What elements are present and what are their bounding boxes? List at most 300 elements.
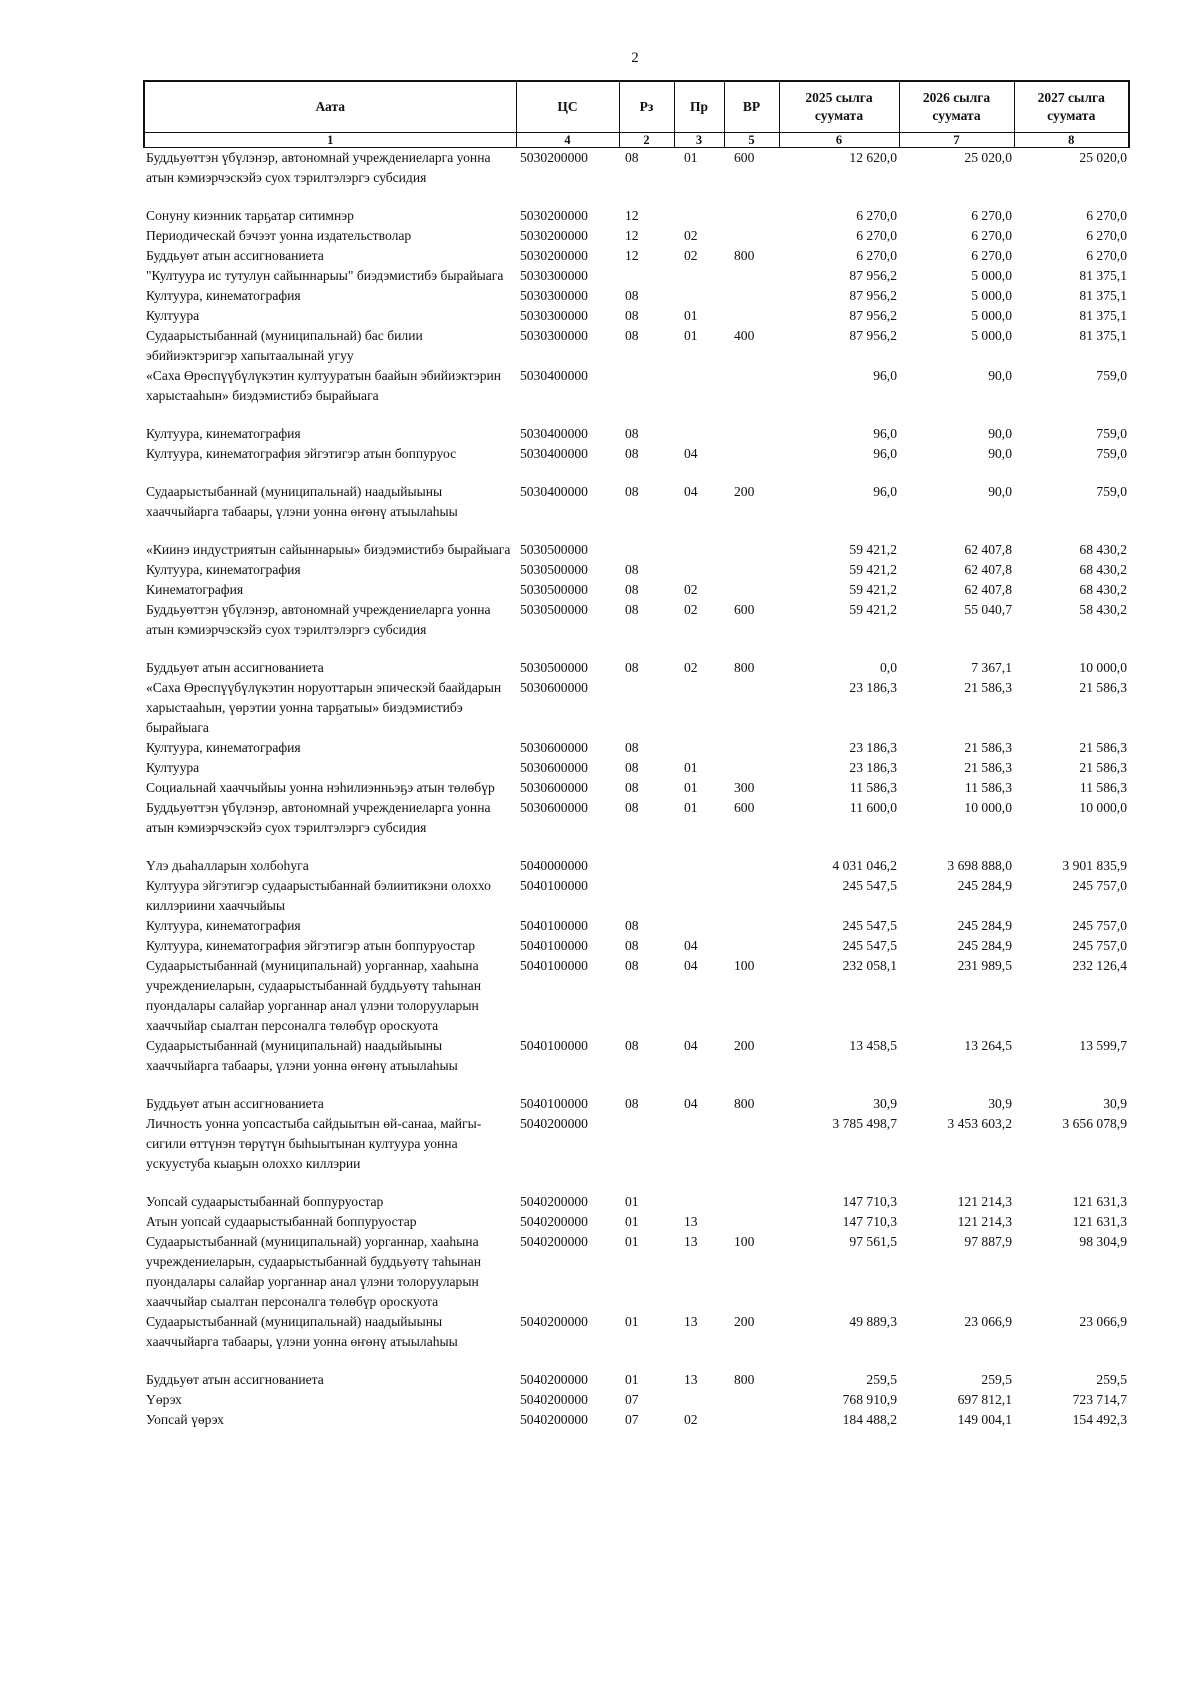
- cell-vr: 200: [734, 1314, 755, 1329]
- cell-name: Атын уопсай судаарыстыбаннай боппуруостар: [146, 1214, 417, 1229]
- cell-pr: 13: [684, 1372, 698, 1387]
- cell-name: Буддьуөттэн үбүлэнэр, автономнай учреждениеларга уонна атын кэмиэрчэскэйэ суох тэрилтэлэргэ субсидия: [146, 800, 491, 835]
- cell-pr: 04: [684, 484, 698, 499]
- cell-rz: 08: [625, 308, 639, 323]
- cell-2027: 10 000,0: [1079, 660, 1127, 675]
- cell-2026: 697 812,1: [957, 1392, 1012, 1407]
- table-row: [144, 658, 1129, 678]
- table-row: [144, 366, 1129, 424]
- cell-2025: 96,0: [873, 484, 897, 499]
- cell-name: Уопсай үөрэх: [146, 1412, 224, 1427]
- cell-pr: [674, 366, 724, 424]
- cell-cs: 5030200000: [520, 150, 588, 165]
- cell-cs: 5040200000: [520, 1214, 588, 1229]
- cell-vr: 600: [734, 602, 755, 617]
- cell-pr: [674, 1114, 724, 1192]
- cell-pr: [674, 286, 724, 306]
- cell-vr: [724, 226, 779, 246]
- cell-2027: 81 375,1: [1079, 328, 1127, 343]
- cell-vr: 200: [734, 1038, 755, 1053]
- cell-2026: 13 264,5: [964, 1038, 1012, 1053]
- page-number: 2: [631, 50, 639, 66]
- cell-name: Култуура, кинематография: [146, 562, 301, 577]
- cell-cs: 5030500000: [520, 542, 588, 557]
- cell-rz: 08: [625, 800, 639, 815]
- cell-rz: 08: [625, 446, 639, 461]
- cell-pr: 04: [684, 938, 698, 953]
- cell-2025: 23 186,3: [849, 760, 897, 775]
- table-row: [144, 482, 1129, 540]
- cell-vr: 600: [734, 150, 755, 165]
- cell-pr: 13: [684, 1214, 698, 1229]
- table-row: [144, 856, 1129, 876]
- table-row: [144, 560, 1129, 580]
- cell-rz: 08: [625, 780, 639, 795]
- header-rz: Рз: [619, 81, 674, 133]
- cell-rz: 08: [625, 288, 639, 303]
- cell-2027: 21 586,3: [1079, 760, 1127, 775]
- cell-cs: 5030600000: [520, 740, 588, 755]
- cell-2025: 97 561,5: [849, 1234, 897, 1249]
- cell-2025: 6 270,0: [856, 228, 897, 243]
- column-index: 6: [779, 133, 899, 148]
- cell-2026: 259,5: [981, 1372, 1012, 1387]
- header-2026: 2026 сылга суумата: [899, 81, 1014, 133]
- cell-cs: 5030400000: [520, 484, 588, 499]
- cell-2026: 62 407,8: [964, 562, 1012, 577]
- cell-2027: 6 270,0: [1086, 248, 1127, 263]
- cell-name: Судаарыстыбаннай (муниципальнай) наадыйыыны хааччыйарга табаары, үлэни уонна өҥөнү атыылаһыы: [146, 1038, 458, 1073]
- cell-name: "Култуура ис тутулун сайыннарыы" биэдэмистибэ бырайыага: [146, 268, 504, 283]
- cell-rz: 08: [625, 660, 639, 675]
- cell-vr: 800: [734, 1372, 755, 1387]
- table-row: [144, 326, 1129, 366]
- cell-name: Култуура, кинематография эйгэтигэр атын боппуруостар: [146, 938, 476, 953]
- cell-rz: [619, 540, 674, 560]
- cell-name: Судаарыстыбаннай (муниципальнай) бас билии эбийиэктэригэр хапытаалынай угуу: [146, 328, 423, 363]
- cell-2025: 87 956,2: [849, 308, 897, 323]
- column-index: 2: [619, 133, 674, 148]
- cell-vr: 400: [734, 328, 755, 343]
- cell-2027: 759,0: [1096, 484, 1127, 499]
- cell-name: Култуура: [146, 760, 200, 775]
- table-row: [144, 916, 1129, 936]
- cell-rz: 07: [625, 1392, 639, 1407]
- cell-name: Буддьуөт атын ассигнованиета: [146, 660, 324, 675]
- cell-cs: 5030300000: [520, 328, 588, 343]
- cell-cs: 5030600000: [520, 780, 588, 795]
- cell-rz: 12: [625, 208, 639, 223]
- cell-rz: 08: [625, 562, 639, 577]
- cell-pr: 13: [684, 1314, 698, 1329]
- cell-2027: 3 901 835,9: [1062, 858, 1127, 873]
- table-row: [144, 678, 1129, 738]
- cell-name: Уопсай судаарыстыбаннай боппуруостар: [146, 1194, 384, 1209]
- cell-vr: 800: [734, 248, 755, 263]
- cell-pr: [674, 876, 724, 916]
- table-row: [144, 758, 1129, 778]
- cell-vr: [724, 738, 779, 758]
- cell-name: Периодическай бэчээт уонна издательстволар: [146, 228, 412, 243]
- cell-2027: 13 599,7: [1079, 1038, 1127, 1053]
- column-index: 5: [724, 133, 779, 148]
- cell-cs: 5030400000: [520, 368, 588, 383]
- cell-pr: [674, 560, 724, 580]
- column-index: 8: [1014, 133, 1129, 148]
- cell-2026: 6 270,0: [971, 208, 1012, 223]
- cell-2027: 6 270,0: [1086, 228, 1127, 243]
- cell-name: «Саха Өрөспүүбүлүкэтин норуоттарын эпическэй баайдарын харыстааһын, үөрэтии уонна тарҕатыы» биэдэмистибэ бырайыага: [146, 680, 502, 735]
- table-row: [144, 1312, 1129, 1370]
- cell-cs: 5030300000: [520, 308, 588, 323]
- cell-2027: 154 492,3: [1072, 1412, 1127, 1427]
- cell-2027: 121 631,3: [1072, 1194, 1127, 1209]
- cell-cs: 5040100000: [520, 938, 588, 953]
- cell-cs: 5030500000: [520, 602, 588, 617]
- cell-vr: [724, 1410, 779, 1430]
- cell-2025: 4 031 046,2: [832, 858, 897, 873]
- cell-2027: 21 586,3: [1079, 740, 1127, 755]
- cell-vr: [724, 876, 779, 916]
- header-vr: ВР: [724, 81, 779, 133]
- cell-rz: 08: [625, 958, 639, 973]
- cell-rz: 08: [625, 760, 639, 775]
- cell-cs: 5040100000: [520, 878, 588, 893]
- cell-cs: 5030500000: [520, 660, 588, 675]
- cell-2026: 11 586,3: [964, 780, 1012, 795]
- cell-cs: 5030500000: [520, 582, 588, 597]
- cell-2027: 81 375,1: [1079, 308, 1127, 323]
- table-row: [144, 424, 1129, 444]
- table-row: [144, 306, 1129, 326]
- cell-rz: 08: [625, 426, 639, 441]
- cell-2026: 6 270,0: [971, 228, 1012, 243]
- cell-pr: [674, 266, 724, 286]
- cell-name: «Саха Өрөспүүбүлүкэтин култууратын баайын эбийиэктэрин харыстааһын» биэдэмистибэ бырайыага: [146, 368, 502, 403]
- column-index: 4: [516, 133, 619, 148]
- cell-pr: [674, 856, 724, 876]
- cell-pr: 01: [684, 780, 698, 795]
- cell-2027: 3 656 078,9: [1062, 1116, 1127, 1131]
- cell-2026: 231 989,5: [957, 958, 1012, 973]
- cell-rz: 01: [625, 1314, 639, 1329]
- cell-2027: 25 020,0: [1079, 150, 1127, 165]
- cell-2025: 0,0: [880, 660, 897, 675]
- cell-name: Буддьуөттэн үбүлэнэр, автономнай учреждениеларга уонна атын кэмиэрчэскэйэ суох тэрилтэлэргэ субсидия: [146, 150, 491, 185]
- cell-cs: 5040100000: [520, 918, 588, 933]
- cell-vr: [724, 444, 779, 482]
- cell-vr: 100: [734, 1234, 755, 1249]
- cell-rz: [619, 266, 674, 286]
- cell-rz: [619, 678, 674, 738]
- cell-name: Судаарыстыбаннай (муниципальнай) наадыйыыны хааччыйарга табаары, үлэни уонна өҥөнү атыылаһыы: [146, 484, 458, 519]
- cell-cs: 5030400000: [520, 446, 588, 461]
- cell-vr: [724, 286, 779, 306]
- cell-cs: 5040100000: [520, 1096, 588, 1111]
- cell-name: Судаарыстыбаннай (муниципальнай) уорганнар, хааһына учреждениеларын, судаарыстыбаннай буддьуөтү таһынан пуондалары салайар уорганнар анал үлэни толорууларын хааччыйар сыалтан персоналга төлөбүр ороскуота: [146, 1234, 481, 1309]
- cell-name: «Киинэ индустриятын сайыннарыы» биэдэмистибэ бырайыага: [146, 542, 511, 557]
- cell-2026: 245 284,9: [957, 938, 1012, 953]
- cell-vr: [724, 560, 779, 580]
- cell-2026: 3 453 603,2: [947, 1116, 1012, 1131]
- cell-vr: [724, 1212, 779, 1232]
- cell-name: Култуура эйгэтигэр судаарыстыбаннай бэлиитикэни олоххо киллэриини хааччыйыы: [146, 878, 491, 913]
- cell-name: Буддьуөттэн үбүлэнэр, автономнай учреждениеларга уонна атын кэмиэрчэскэйэ суох тэрилтэлэргэ субсидия: [146, 602, 491, 637]
- cell-rz: 01: [625, 1234, 639, 1249]
- cell-cs: 5030300000: [520, 288, 588, 303]
- cell-2026: 23 066,9: [964, 1314, 1012, 1329]
- column-index: 1: [144, 133, 516, 148]
- cell-pr: 04: [684, 958, 698, 973]
- cell-cs: 5030200000: [520, 248, 588, 263]
- cell-cs: 5030600000: [520, 760, 588, 775]
- table-row: [144, 226, 1129, 246]
- cell-2025: 23 186,3: [849, 680, 897, 695]
- cell-2026: 62 407,8: [964, 542, 1012, 557]
- cell-cs: 5040200000: [520, 1314, 588, 1329]
- cell-vr: [724, 1390, 779, 1410]
- cell-rz: 08: [625, 1096, 639, 1111]
- table-row: [144, 600, 1129, 658]
- cell-2027: 245 757,0: [1072, 938, 1127, 953]
- table-row: [144, 1232, 1129, 1312]
- table-row: [144, 148, 1129, 207]
- cell-name: Култуура, кинематография: [146, 740, 301, 755]
- cell-2026: 6 270,0: [971, 248, 1012, 263]
- cell-2025: 245 547,5: [842, 918, 897, 933]
- cell-2027: 232 126,4: [1072, 958, 1127, 973]
- cell-2027: 98 304,9: [1079, 1234, 1127, 1249]
- cell-vr: [724, 540, 779, 560]
- cell-2025: 184 488,2: [842, 1412, 897, 1427]
- header-name: Аата: [144, 81, 516, 133]
- table-row: [144, 266, 1129, 286]
- cell-2025: 6 270,0: [856, 208, 897, 223]
- cell-2027: 245 757,0: [1072, 918, 1127, 933]
- cell-2026: 10 000,0: [964, 800, 1012, 815]
- cell-pr: [674, 738, 724, 758]
- cell-2026: 149 004,1: [957, 1412, 1012, 1427]
- cell-rz: 08: [625, 484, 639, 499]
- cell-2026: 62 407,8: [964, 582, 1012, 597]
- table-row: [144, 956, 1129, 1036]
- cell-2026: 5 000,0: [971, 328, 1012, 343]
- cell-2026: 25 020,0: [964, 150, 1012, 165]
- cell-cs: 5040200000: [520, 1412, 588, 1427]
- cell-name: Буддьуөт атын ассигнованиета: [146, 1372, 324, 1387]
- table-row: [144, 798, 1129, 856]
- cell-2025: 6 270,0: [856, 248, 897, 263]
- table-row: [144, 580, 1129, 600]
- cell-cs: 5040100000: [520, 958, 588, 973]
- cell-2027: 58 430,2: [1079, 602, 1127, 617]
- header-pr: Пр: [674, 81, 724, 133]
- cell-name: Судаарыстыбаннай (муниципальнай) наадыйыыны хааччыйарга табаары, үлэни уонна өҥөнү атыылаһыы: [146, 1314, 458, 1349]
- header-2027: 2027 сылга суумата: [1014, 81, 1129, 133]
- cell-pr: 04: [684, 1096, 698, 1111]
- table-row: [144, 286, 1129, 306]
- cell-pr: 02: [684, 248, 698, 263]
- cell-vr: [724, 758, 779, 778]
- cell-rz: 08: [625, 150, 639, 165]
- cell-2026: 90,0: [988, 484, 1012, 499]
- cell-cs: 5040200000: [520, 1234, 588, 1249]
- cell-2027: 121 631,3: [1072, 1214, 1127, 1229]
- cell-2026: 21 586,3: [964, 760, 1012, 775]
- cell-vr: [724, 424, 779, 444]
- cell-rz: 08: [625, 328, 639, 343]
- cell-vr: [724, 678, 779, 738]
- cell-2026: 121 214,3: [957, 1214, 1012, 1229]
- cell-2026: 90,0: [988, 368, 1012, 383]
- cell-pr: 02: [684, 582, 698, 597]
- cell-2026: 21 586,3: [964, 680, 1012, 695]
- cell-2025: 23 186,3: [849, 740, 897, 755]
- cell-cs: 5040000000: [520, 858, 588, 873]
- cell-pr: [674, 206, 724, 226]
- cell-vr: [724, 1114, 779, 1192]
- cell-pr: [674, 540, 724, 560]
- cell-vr: [724, 366, 779, 424]
- cell-name: Култуура: [146, 308, 200, 323]
- table-row: [144, 876, 1129, 916]
- cell-rz: 07: [625, 1412, 639, 1427]
- cell-name: Култуура, кинематография: [146, 426, 301, 441]
- cell-2025: 87 956,2: [849, 288, 897, 303]
- cell-pr: 01: [684, 760, 698, 775]
- cell-rz: [619, 876, 674, 916]
- cell-vr: [724, 936, 779, 956]
- cell-name: Култуура, кинематография эйгэтигэр атын боппуруос: [146, 446, 457, 461]
- cell-rz: 01: [625, 1214, 639, 1229]
- header-2025: 2025 сылга суумата: [779, 81, 899, 133]
- table-row: [144, 540, 1129, 560]
- cell-2025: 768 910,9: [842, 1392, 897, 1407]
- cell-2025: 232 058,1: [842, 958, 897, 973]
- cell-name: Буддьуөт атын ассигнованиета: [146, 1096, 324, 1111]
- cell-vr: [724, 206, 779, 226]
- cell-2027: 81 375,1: [1079, 268, 1127, 283]
- cell-2026: 5 000,0: [971, 308, 1012, 323]
- cell-2025: 11 600,0: [849, 800, 897, 815]
- cell-2027: 11 586,3: [1079, 780, 1127, 795]
- cell-2025: 96,0: [873, 446, 897, 461]
- cell-2025: 87 956,2: [849, 328, 897, 343]
- cell-2026: 245 284,9: [957, 918, 1012, 933]
- cell-name: Личность уонна уопсастыба сайдыытын өй-санаа, майгы-сигили өттүнэн төрүтүн быһыытынан култуура уонна ускуустуба кыаҕын олохxо киллэрии: [146, 1116, 482, 1171]
- cell-2025: 147 710,3: [842, 1194, 897, 1209]
- column-index: 3: [674, 133, 724, 148]
- cell-pr: 01: [684, 308, 698, 323]
- cell-cs: 5030200000: [520, 228, 588, 243]
- table-row: [144, 1212, 1129, 1232]
- cell-2027: 723 714,7: [1072, 1392, 1127, 1407]
- cell-2026: 90,0: [988, 426, 1012, 441]
- cell-2026: 5 000,0: [971, 268, 1012, 283]
- cell-2025: 147 710,3: [842, 1214, 897, 1229]
- cell-cs: 5040100000: [520, 1038, 588, 1053]
- budget-table-sheet: [143, 80, 1128, 1430]
- cell-rz: [619, 1114, 674, 1192]
- table-row: [144, 1192, 1129, 1212]
- cell-pr: 02: [684, 1412, 698, 1427]
- cell-pr: 02: [684, 602, 698, 617]
- cell-2027: 6 270,0: [1086, 208, 1127, 223]
- cell-2025: 30,9: [873, 1096, 897, 1111]
- cell-rz: [619, 366, 674, 424]
- cell-2027: 23 066,9: [1079, 1314, 1127, 1329]
- cell-pr: [674, 1192, 724, 1212]
- cell-pr: 01: [684, 150, 698, 165]
- cell-2027: 21 586,3: [1079, 680, 1127, 695]
- cell-2025: 12 620,0: [849, 150, 897, 165]
- cell-pr: [674, 678, 724, 738]
- cell-2027: 68 430,2: [1079, 562, 1127, 577]
- cell-vr: 100: [734, 958, 755, 973]
- cell-cs: 5030300000: [520, 268, 588, 283]
- cell-2026: 97 887,9: [964, 1234, 1012, 1249]
- cell-name: Кинематография: [146, 582, 244, 597]
- cell-2027: 245 757,0: [1072, 878, 1127, 893]
- cell-pr: 01: [684, 800, 698, 815]
- cell-2025: 59 421,2: [849, 562, 897, 577]
- table-row: [144, 778, 1129, 798]
- cell-2025: 259,5: [866, 1372, 897, 1387]
- cell-2025: 11 586,3: [849, 780, 897, 795]
- cell-rz: 08: [625, 582, 639, 597]
- cell-pr: [674, 1390, 724, 1410]
- cell-pr: [674, 424, 724, 444]
- cell-2027: 68 430,2: [1079, 582, 1127, 597]
- cell-rz: 01: [625, 1372, 639, 1387]
- cell-vr: [724, 1192, 779, 1212]
- cell-2025: 87 956,2: [849, 268, 897, 283]
- table-row: [144, 1036, 1129, 1094]
- cell-2026: 3 698 888,0: [947, 858, 1012, 873]
- table-row: [144, 1370, 1129, 1390]
- cell-2027: 759,0: [1096, 426, 1127, 441]
- table-row: [144, 1114, 1129, 1192]
- cell-name: Култуура, кинематография: [146, 918, 301, 933]
- table-header: [144, 81, 1129, 148]
- cell-pr: 02: [684, 660, 698, 675]
- cell-cs: 5030600000: [520, 800, 588, 815]
- cell-cs: 5030200000: [520, 208, 588, 223]
- cell-name: Буддьуөт атын ассигнованиета: [146, 248, 324, 263]
- cell-2026: 245 284,9: [957, 878, 1012, 893]
- table-body: [144, 148, 1129, 1431]
- cell-vr: [724, 266, 779, 286]
- cell-2025: 3 785 498,7: [832, 1116, 897, 1131]
- cell-2025: 245 547,5: [842, 878, 897, 893]
- cell-rz: 08: [625, 602, 639, 617]
- cell-cs: 5030600000: [520, 680, 588, 695]
- cell-rz: 08: [625, 918, 639, 933]
- cell-2027: 81 375,1: [1079, 288, 1127, 303]
- cell-2026: 121 214,3: [957, 1194, 1012, 1209]
- cell-pr: 02: [684, 228, 698, 243]
- cell-vr: 600: [734, 800, 755, 815]
- cell-pr: 13: [684, 1234, 698, 1249]
- cell-rz: [619, 856, 674, 876]
- cell-rz: 08: [625, 740, 639, 755]
- cell-2026: 90,0: [988, 446, 1012, 461]
- budget-table: [143, 80, 1130, 1430]
- cell-2025: 96,0: [873, 426, 897, 441]
- cell-name: Сонуну киэнник тарҕатар ситимнэр: [146, 208, 354, 223]
- cell-pr: 04: [684, 446, 698, 461]
- cell-2027: 759,0: [1096, 446, 1127, 461]
